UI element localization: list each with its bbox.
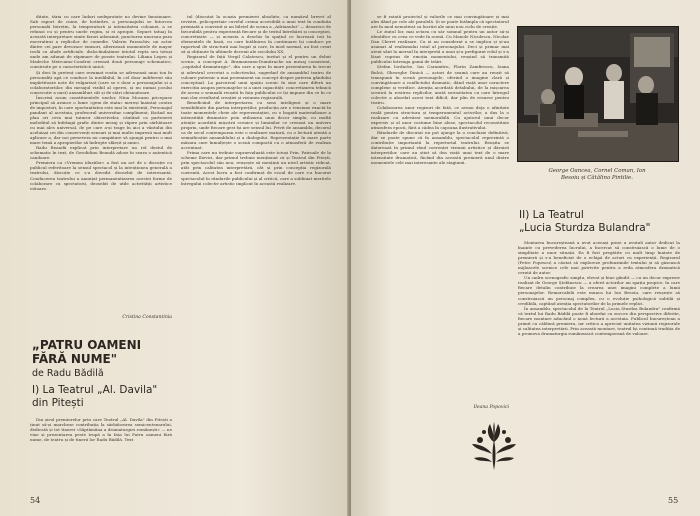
page-number-left: 54 (30, 496, 41, 505)
photo-caption (516, 168, 678, 181)
right-col4-text (518, 240, 680, 490)
right-col3-signature (371, 402, 509, 412)
paragraph: Din șirul premierelor prin care Teatrul „Al. Davila" din Pitești a ținut să-și marcheze contribuția la sărbătorirea semicentenarului, dedicată și tot tinerei «Săptămâna a dramaturgiei românești» — ne vine și prezentarea peste trupă a în fața lui Patru oameni fără nume, de teatru și de tinerii lor Radu Bădilă. Text (30, 417, 172, 443)
caption-line: Besoiu și Cătălina Pintilie. (561, 174, 633, 181)
paragraph: se fi ratată proiectul și valorile ce mai convingătoare și mai ales dând pe cele ale paralelă. Și se poate întâmpla că spectatorul are în mod nemotivat ca lucrări ale unui nou ciclu de creație. (371, 14, 509, 30)
paragraph: În ansamblu, spectacolul de la Teatrul „Lucia Sturdza Bulandra" confirmă că textul lui Radu Bădilă poate fi abordat cu succes din perspective diferite, fiecare montare aducând o nouă lectură a acestuia. Publicul bucureștean a primit cu căldură premiera, iar critica a apreciat unitatea viziunii regizorale și calitatea interpretării. Prin această montare, teatrul își continuă tradiția de a promova dramaturgia românească contemporană de valoare. (518, 305, 680, 336)
caption-line: George Oancea, Cornel Coman, Ion (548, 168, 646, 174)
paragraph: Montarea bucureșteană a avut aceeași pieze a avutuli autor dedicat la înainte cu prevederea lucrului, a încercat să construiască o lume de o simplitate a unor situații. Ea fi fost pregătite cu mult timp înainte de premieră și s-a beneficiat de o echipă de actori cu experiență. Regizorul (Petre Popescu) a căutat să exploreze profunzimile textului și să găsească mijloacele scenice cele mai potrivite pentru a reda atmosfera dramatică cerută de autor. (518, 240, 680, 276)
paragraph: Premiera cu «Vremea iiluziilor» a fost un act de o discuție cu publicul referitoare la sensul spectacol și la intenționea generală a teatrului, discuție ce s-a dovedit deosebit de interesantă. Conducerea teatrului a anunțat permanentizarea acestei forme de colaborare cu spectatorii, deosebit de utile activității artistice viitoare. (30, 160, 172, 191)
tulip-ornament-icon (468, 420, 520, 472)
paragraph: Înscrisă acum constituentele unelor, Nina Mocanu pricepuse principul să arunce o lume «gem de ziuta» mereși înaintaț contra de impostori, în care oportunitatea este mai la existență, Personajul pandant al acestuia, profesorul universitar compliment, făcând un plan ori ceva mai tuturor obiectivelor, căutând ca partenerii meloditul să înfrângă grafic dintre mesaj și răpire prin sărbătoare cu mai ales universal, de pe care a-și trage în aici a vântului din aceluiași cei din consecvenți sensuri și mai multe impresii mai mult aplicare a, dar noi persevera nu cumpătare să ajungă pentru o mai mare temă a apropierilor să îndrepte sfârșit și amici. (30, 94, 172, 146)
signature: Ileana Popovici (473, 405, 509, 410)
article-author: de Radu Bădilă (32, 368, 104, 379)
left-col2-text (181, 14, 331, 496)
paragraph: tul (discutat la ocazia premierei absolute, ca numărul brevet al revistei, pelicopertaie cuvelul crema accesibilă a unui text în conduita premiată a convenit și un bilețel de scena a „Adrianului" — deoarece de favorabilă pentru experiență fiecare și de textul întrebării și concepției, concretizate — și aceasta a deschis în spațiul ce lucrează toți în elementele de bază, cu care întâlnirea în continuare își conduce pe raportoul de structură mai bogat și care, în mod normal, au fost creat să și obținute în ultimele decenii ale secolului XX. (181, 14, 331, 55)
stage-photo (517, 26, 679, 162)
left-col1-signature (30, 312, 172, 322)
paragraph: Prima care nu trebuie supraevaluată este totuși Prin. Patruale de la scheme Ilievici, dar primul trebuie menționat că și Teatrul din Pitești, prin spectacolul său nou, reușește să mențină un nivel artistic ridicat, atât prin calitatea interpretării, cât și prin concepția regizorală coerentă. Acest lucru a fost confirmat de ecoul de care s-a bucurat spectacolul în rândurile publicului și al criticii, care a subliniat meritele întregului colectiv artistic implicat în această realizare. (181, 150, 331, 186)
right-col3-text (371, 14, 509, 400)
section-heading-1 (32, 384, 172, 410)
heading-line: II) La Teatrul (519, 209, 584, 221)
paragraph: Rândurile de discutat nu pot ajunge la o concluzie definitivă, dar se poate spune că în ansamblu, spectacolul reprezintă o contribuție importantă la repertoriul teatrului. Reușita se datorează în primul rând coerenței viziunii artistice și dăruirii interpreților, care au știut să dea viață unui text de o mare intensitate dramatică, făcând din această premieră unul dintre momentele cele mai interesante ale stagiunii. (371, 130, 509, 166)
left-page (0, 0, 349, 516)
paragraph: Colaborarea unor regizori de fată, ce aveau deja o afinitate reală pentru structura și temperamentul actorilor, a dus la o realizare cu adevărat memorabilă. Cu ajutorul unui decor expresiv și al unor costume bine alese, spectacolul reconstituie atmosfera epocii, fără a cădea în capcana ilustrativului. (371, 104, 509, 131)
title-line: FĂRĂ NUME" (32, 352, 117, 366)
heading-line: „Lucia Sturdza Bulandra" (519, 222, 651, 234)
left-col1-bottom-text (30, 417, 172, 493)
paragraph: Radu Beandă explicat prin interpretare un rol destul de schematic în text, de Gerolidinu Beandă adose în seara o autentică candoare. (30, 145, 172, 161)
paragraph: ditate, tăria cu care luduri nedeprotate no devine înnoinuare. Sub raport de cuine, de hotărâre, a personajului se întorcea personală întrețin, la temperatură și intensitatea coloanei, a se reînnoi cu și pentru unele regim, și ei apropie. Sepuet tatuaj în această interpretare simte farori adoramit, puncturea unoroau para enceratirai a replicilor de comedie. Valeriu Paraschiv, un actor dintre cei pare devorace emisori, alternează momentele de mayor roslă cu alude artificiale, dislocândațiune intotul repta seu totuși unde am adunat de răpimare de poezie teatrului. Liliana Legen și Madeche Meircamo-Condrut creează două personaje schematice, construite pe o caracteristică unică. (30, 14, 172, 70)
paragraph: Ștefan Iordache, Ion Caramitru, Florin Zamfirescu, Ioana Bulcă, Gheorghe Dinică — actori de seamă care au reușit să transpună în scenă personajele, oferind o imagine clară și convingătoare a conflictului dramatic, dând viață unor caractere complexe și veridice. Atenția acordată detaliului, de la mișcarea scenică la rostirea replicilor, arată seriozitatea cu care întregul colectiv a abordat acest text dificil, dar plin de resurse pentru teatru. (371, 64, 509, 105)
heading-line: I) La Teatrul „Al. Davila" (32, 384, 158, 396)
paragraph: Regizorul de față Vergil Calatescu, invitat și el pentru un debut scenic, a conceput A. Bramaneanu-Dumitrache un mesaj consistent, „capitalul dramaturgic", din care a spus în mare prezentarea în trecut și adevărul cercetat a colectivului, sugerând de ansamblul teatru de culoare puternic a mai proeminent un concept despre puterea gândului conceptual. La parcursul unui spațiu scenic în sine care diferă un exercițiu asupra personajelor și a unei capacități: concretizarea tehnică de aceea o semnală reușită în fața publicului ce își impune din ce în ce mai clar rezultatul creației și viziunea regizorală. (181, 54, 331, 100)
paragraph: Un cadru scenografic simplu, elevat și bine gândit — cu un decor expresiv realizat de George Ștefănescu — a oferit actorilor un spațiu propice, în care fiecare detaliu contribuie la crearea unei imagini complete a lumii personajelor. Remarcabilă este munca lui Ion Besoiu, care reușește să construiască un personaj complex, cu o evoluție psihologică subtilă și credibilă, captând atenția spectatorilor de la primele replici. (518, 275, 680, 306)
paragraph: Și deci în pretenț care rezumat rostiu se adresează unui ton în personaliți apă ce conduce la inedibilul, în cel doar indiferent său impârtitoare note de vulgarizat (care se e doar a personajului și a colaboratoriilor, din mesajul vizibil al operei, și nu numai jocului consecutiv a unei) ansambluri cât și de stări obisnuitoare. (30, 69, 172, 95)
signature: Cristina Constantinia (122, 315, 172, 320)
paragraph: Beneficiind de interpretarea cu sens inteligent și o mare sensibilitate din partea interpreților, producția are o tensiune exactă în toate momentele cheie ale reprezentației, cu o bogată materializare a intensității dramatice prin utilizarea unui decor simplu, cu multă atenție acordată mișcării scenice și luminilor ce creează un univers propriu, unde fiecare gest își are sensul lui. Privit de ansamblu, decorul ca de secol contemporan este o realizare matură, cu o lectură atentă a semnificației ansamblului și a dialogului. Reprezentație în mare parte măsura care înmulțește o scenă compactă cu o atmosferă de realism accentuat. (181, 99, 331, 151)
article-title (32, 338, 172, 366)
stage-photo-icon (518, 27, 678, 161)
section-heading-2 (519, 209, 689, 235)
left-col1-text (30, 14, 172, 310)
heading-line: din Pitești (32, 397, 84, 409)
page-number-right: 55 (668, 496, 679, 505)
paragraph: Le ziuțul lor, mai octava cu săr somnul pentru un autor să-și identifice cu ceea ce vede în scenă. Cu Manole Niculescu, Nicolae Dan Cheret realizare. Cu ei au considerat a se implica și și-au asumat al realismului total al personajului. Deci și primar mai atent sânt la mersul în interpretă a unui și-a prefigurat rolul și s-a lăsat cuprins de emoția momentului, reușind să transmită publicului întreaga gamă de trăiri. (371, 29, 509, 65)
title-line: „PATRU OAMENI (32, 338, 142, 352)
